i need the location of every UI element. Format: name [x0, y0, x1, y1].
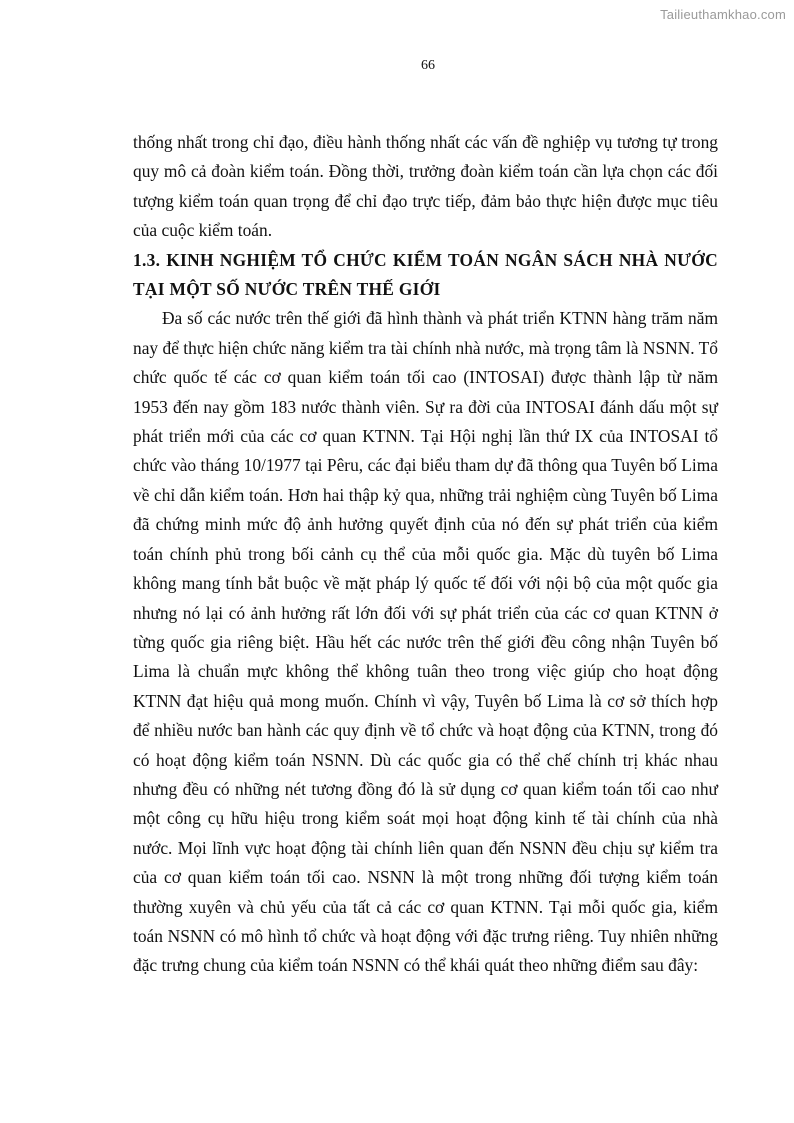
document-body [133, 128, 718, 981]
section-heading: 1.3. KINH NGHIỆM TỔ CHỨC KIỂM TOÁN NGÂN SÁCH NHÀ NƯỚC TẠI MỘT SỐ NƯỚC TRÊN THẾ GIỚI [133, 249, 718, 300]
body-paragraph: Đa số các nước trên thế giới đã hình thành và phát triển KTNN hàng trăm năm nay để thực hiện chức năng kiểm tra tài chính nhà nước, mà trọng tâm là NSNN. Tổ chức quốc tế các cơ quan kiểm toán tối cao (INTOSAI) được thành lập từ năm 1953 đến nay gồm 183 nước thành viên. Sự ra đời của INTOSAI đánh dấu một sự phát triển mới của các cơ quan KTNN. Tại Hội nghị lần thứ IX của INTOSAI tổ chức vào tháng 10/1977 tại Pêru, các đại biểu tham dự đã thông qua Tuyên bố Lima về chỉ dẫn kiểm toán. Hơn hai thập kỷ qua, những trải nghiệm cùng Tuyên bố Lima đã chứng minh mức độ ảnh hưởng quyết định của nó đến sự phát triển của kiểm toán chính phủ trong bối cảnh cụ thể của mỗi quốc gia. Mặc dù tuyên bố Lima không mang tính bắt buộc về mặt pháp lý quốc tế đối với nội bộ của một quốc gia nhưng nó lại có ảnh hưởng rất lớn đối với sự phát triển của các cơ quan KTNN ở từng quốc gia riêng biệt. Hầu hết các nước trên thế giới đều công nhận Tuyên bố Lima là chuẩn mực không thể không tuân theo trong việc giúp cho hoạt động KTNN đạt hiệu quả mong muốn. Chính vì vậy, Tuyên bố Lima là cơ sở thích hợp để nhiều nước ban hành các quy định về tổ chức và hoạt động của KTNN, trong đó có hoạt động kiểm toán NSNN. Dù các quốc gia có thể chế chính trị khác nhau nhưng đều có những nét tương đồng đó là sử dụng cơ quan kiểm toán tối cao như một công cụ hữu hiệu trong kiểm soát mọi hoạt động kinh tế tài chính của nhà nước. Mọi lĩnh vực hoạt động tài chính liên quan đến NSNN đều chịu sự kiểm tra của cơ quan kiểm toán tối cao. NSNN là một trong những đối tượng kiểm toán thường xuyên và chủ yếu của tất cả các cơ quan KTNN. Tại mỗi quốc gia, kiểm toán NSNN có mô hình tổ chức và hoạt động với đặc trưng riêng. Tuy nhiên những đặc trưng chung của kiểm toán NSNN có thể khái quát theo những điểm sau đây: [133, 308, 718, 976]
page-number: 66 [421, 58, 435, 73]
watermark: Tailieuthamkhao.com [660, 7, 786, 22]
continuation-paragraph: thống nhất trong chỉ đạo, điều hành thống nhất các vấn đề nghiệp vụ tương tự trong quy mô cả đoàn kiểm toán. Đồng thời, trưởng đoàn kiểm toán cần lựa chọn các đối tượng kiểm toán quan trọng để chỉ đạo trực tiếp, đảm bảo thực hiện được mục tiêu của cuộc kiểm toán. [133, 132, 718, 241]
